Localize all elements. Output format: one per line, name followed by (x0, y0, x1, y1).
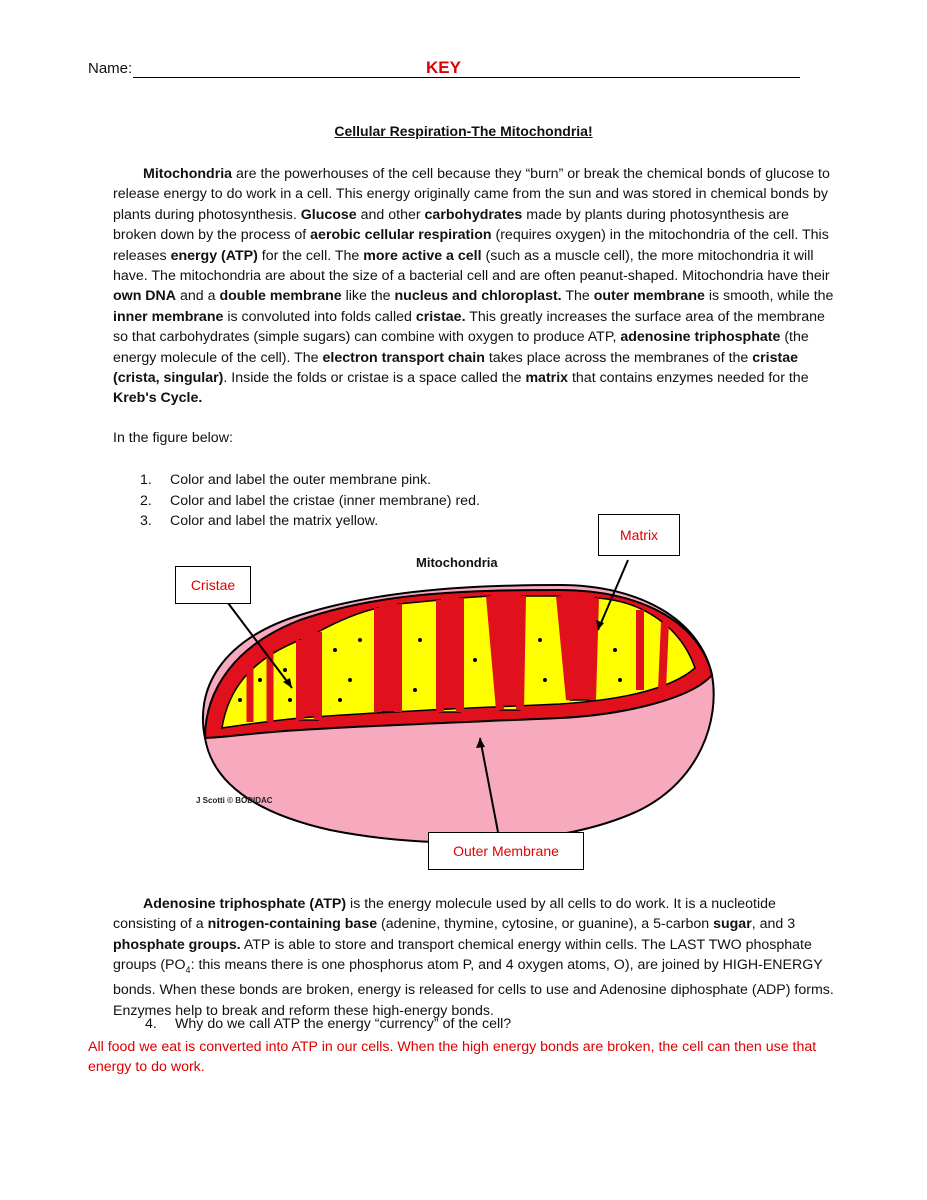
answer-key-label: KEY (426, 58, 461, 77)
diagram-title: Mitochondria (416, 555, 498, 570)
answer-4: All food we eat is converted into ATP in our cells. When the high energy bonds are broken, the cell can then use that energy to do work. (88, 1039, 817, 1076)
page-title: Cellular Respiration-The Mitochondria! (334, 123, 593, 139)
figure-intro: In the figure below: (113, 430, 233, 446)
list-item: 3. Color and label the matrix yellow. (140, 513, 379, 530)
image-credit: J Scotti © BODIDAC (196, 796, 273, 805)
atp-paragraph: Adenosine triphosphate (ATP) is the energy molecule used by all cells to do work. It is a nucleotide consisting of a nitrogen-containing base (adenine, thymine, cytosine, or guanine), a 5-carbon sugar, and 3 phosphate groups. ATP is able to store and transport chemical energy within cells. The LAST TWO phosphate groups ($PO_4$: this means there is one phosphorus atom P, and 4 oxygen atoms, O), are joined by HIGH-ENERGY bonds. When these bonds are broken, energy is released for cells to use and Adenosine diphosphate (ADP) forms. Enzymes help to break and reform these high-energy bonds. (113, 896, 834, 1019)
name-label: Name: (88, 60, 133, 77)
list-item: 2. Color and label the cristae (inner membrane) red. (140, 492, 480, 509)
list-item: 1. Color and label the outer membrane pink. (140, 472, 432, 488)
cristae-label: Cristae (175, 566, 251, 604)
question-4: 4. Why do we call ATP the energy “currency” of the cell? (145, 1016, 512, 1032)
matrix-label: Matrix (598, 514, 680, 556)
intro-paragraph: Mitochondria are the powerhouses of the cell because they “burn” or break the chemical bonds of glucose to release energy to do work in a cell. This energy originally came from the sun and was stored in chemical bonds by plants during photosynthesis. Glucose and other carbohydrates made by plants during photosynthesis are broken down by the process of aerobic cellular respiration (requires oxygen) in the mitochondria of the cell. This releases energy (ATP) for the cell. The more active a cell (such as a muscle cell), the more mitochondria it will have. The mitochondria are about the size of a bacterial cell and are often peanut-shaped. Mitochondria have their own DNA and a double membrane like the nucleus and chloroplast. The outer membrane is smooth, while the inner membrane is convoluted into folds called cristae. This greatly increases the surface area of the membrane so that carbohydrates (simple sugars) can combine with oxygen to produce ATP, adenosine triphosphate (the energy molecule of the cell). The electron transport chain takes place across the membranes of the cristae (crista, singular). Inside the folds or cristae is a space called the matrix that contains enzymes needed for the Kreb's Cycle. (113, 166, 834, 407)
outer-membrane-label: Outer Membrane (428, 832, 584, 870)
